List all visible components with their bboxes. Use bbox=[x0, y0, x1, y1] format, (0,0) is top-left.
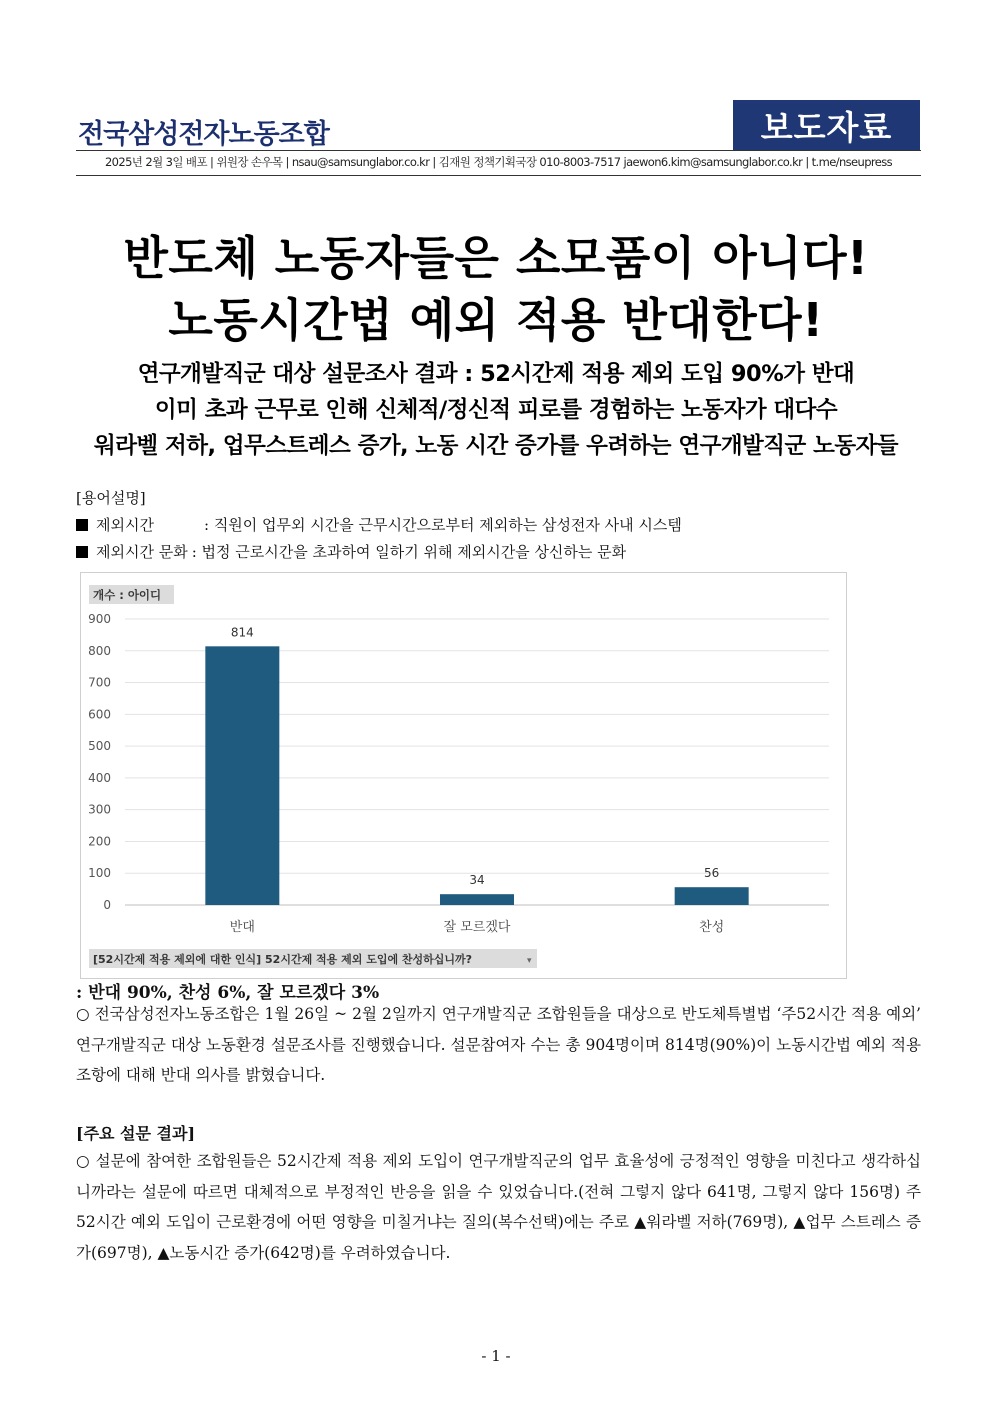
square-bullet-icon bbox=[76, 519, 88, 531]
header-contact-info: 2025년 2월 3일 배포 | 위원장 손우목 | nsau@samsunglabor.co.kr | 김재원 정책기획국장 010-8003-7517 jaewon6.kim@samsunglabor.co.kr | t.me/nseupress bbox=[104, 155, 893, 169]
y-tick-label: 800 bbox=[88, 643, 111, 658]
subtitle-1: 연구개발직군 대상 설문조사 결과 : 52시간제 적용 제외 도입 90%가 반대 bbox=[137, 361, 855, 387]
subtitle-3: 워라벨 저하, 업무스트레스 증가, 노동 시간 증가를 우려하는 연구개발직군 노동자들 bbox=[93, 433, 899, 459]
term-description: : 직원이 업무외 시간을 근무시간으로부터 제외하는 삼성전자 사내 시스템 bbox=[204, 516, 682, 534]
y-tick-label: 200 bbox=[88, 834, 111, 849]
header-rule-bottom bbox=[76, 175, 921, 176]
headline-line-1: 반도체 노동자들은 소모품이 아니다! bbox=[123, 231, 869, 285]
subtitle-2: 이미 초과 근무로 인해 신체적/정신적 피로를 경험하는 노동자가 대다수 bbox=[154, 397, 838, 423]
square-bullet-icon bbox=[76, 546, 88, 558]
bar-chart bbox=[80, 572, 847, 979]
y-tick-label: 0 bbox=[103, 898, 111, 912]
term-name: 제외시간 문화 bbox=[96, 543, 188, 561]
headline-line-2: 노동시간법 예외 적용 반대한다! bbox=[168, 293, 824, 347]
chart-bars bbox=[205, 625, 748, 935]
section-title: [주요 설문 결과] bbox=[76, 1124, 196, 1143]
y-tick-label: 400 bbox=[88, 770, 111, 785]
x-tick-label: 잘 모르겠다 bbox=[443, 920, 511, 935]
data-label: 814 bbox=[230, 625, 254, 640]
y-tick-label: 600 bbox=[88, 707, 111, 722]
page-number: - 1 - bbox=[481, 1347, 511, 1365]
bar bbox=[205, 646, 279, 905]
data-label: 56 bbox=[704, 866, 720, 881]
paragraph-survey-results: ○ 설문에 참여한 조합원들은 52시간제 적용 제외 도입이 연구개발직군의 업무 효율성에 긍정적인 영향을 미친다고 생각하십니까라는 설문에 따르면 대체적으로 부정적인 반응을 읽을 수 있었습니다.(전혀 그렇지 않다 641명, 그렇지 않다 156명) 주52시간 예외 도입이 근로환경에 어떤 영향을 미칠거냐는 질의(복수선택)에는 주로 ▲워라벨 저하(769명), ▲업무 스트레스 증가(697명), ▲노동시간 증가(642명)를 우려하였습니다. bbox=[76, 1152, 921, 1262]
header-rule-top bbox=[76, 150, 921, 151]
union-logo-text: 전국삼성전자노동조합 bbox=[78, 119, 329, 150]
result-summary: : 반대 90%, 찬성 6%, 잘 모르겠다 3% bbox=[76, 983, 380, 1003]
chart-filter-tag: [52시간제 적용 제외에 대한 인식] 52시간제 적용 제외 도입에 찬성하십니까? bbox=[93, 953, 473, 966]
term-description: : 법정 근로시간을 초과하여 일하기 위해 제외시간을 상신하는 문화 bbox=[191, 543, 627, 561]
term-heading: [용어설명] bbox=[76, 489, 146, 507]
chart-field-tag: 개수 : 아이디 bbox=[93, 588, 162, 602]
paragraph-survey-intro: ○ 전국삼성전자노동조합은 1월 26일 ~ 2월 2일까지 연구개발직군 조합원들을 대상으로 반도체특별법 ‘주52시간 적용 예외’ 연구개발직군 대상 노동환경 설문조사를 진행했습니다. 설문참여자 수는 총 904명이며 814명(90%)이 노동시간법 예외 적용 조항에 대해 반대 의사를 밝혔습니다. bbox=[76, 1005, 921, 1084]
bar-chart-svg bbox=[81, 573, 846, 978]
term-row bbox=[76, 514, 682, 535]
x-tick-label: 찬성 bbox=[699, 920, 725, 935]
data-label: 34 bbox=[469, 873, 485, 888]
y-tick-label: 700 bbox=[88, 675, 111, 690]
y-tick-label: 300 bbox=[88, 802, 111, 817]
bar bbox=[675, 887, 749, 905]
press-release-badge: 보도자료 bbox=[733, 100, 920, 150]
y-tick-label: 900 bbox=[88, 612, 111, 626]
filter-dropdown-icon: ▾ bbox=[527, 956, 532, 966]
y-tick-label: 100 bbox=[88, 866, 111, 881]
term-name: 제외시간 bbox=[96, 516, 154, 534]
term-row bbox=[76, 541, 626, 562]
bar bbox=[440, 894, 514, 905]
y-tick-label: 500 bbox=[88, 739, 111, 754]
x-tick-label: 반대 bbox=[229, 920, 255, 935]
